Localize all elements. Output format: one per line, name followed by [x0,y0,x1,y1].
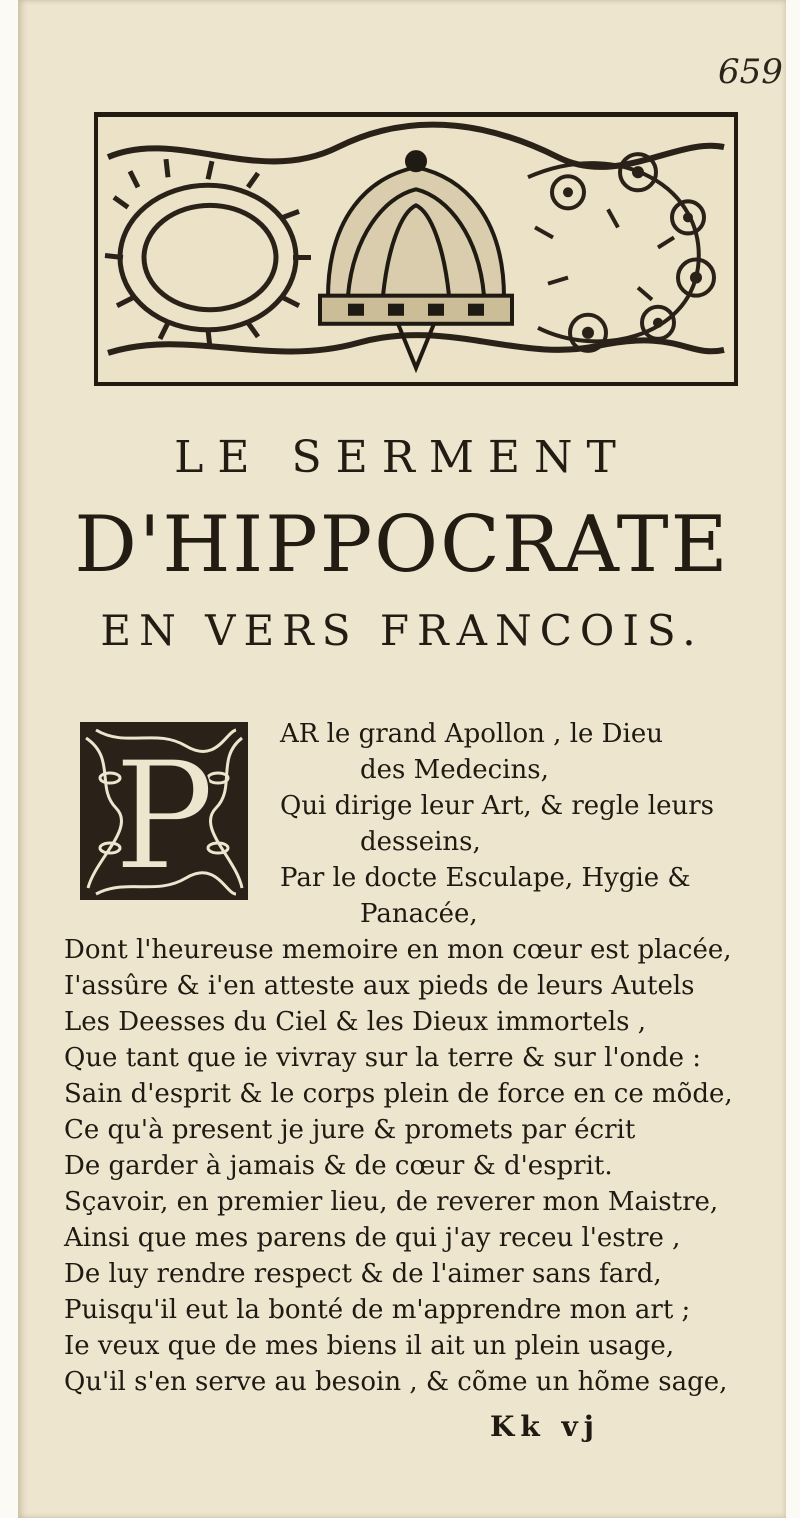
verse-line: Qui dirige leur Art, & regle leurs [280,791,715,821]
verse-line: Ie veux que de mes biens il ait un plein usage, [64,1331,675,1361]
title-line-2: D'HIPPOCRATE [74,500,730,590]
verse-line: Les Deesses du Ciel & les Dieux immortels , [64,1007,647,1037]
page-number: 659 [718,52,783,92]
drop-cap-ornament [76,718,252,904]
verse-line: Ainsi que mes parens de qui j'ay receu l'estre , [64,1223,681,1253]
title-line-3: EN VERS FRANCOIS. [100,606,704,655]
verse-line: De garder à jamais & de cœur & d'esprit. [64,1151,613,1181]
signature-catchword: Kk vj [490,1410,600,1443]
verse-line: De luy rendre respect & de l'aimer sans fard, [64,1259,662,1289]
verse-line: Par le docte Esculape, Hygie & [280,863,691,893]
verse-line: Ce qu'à present je jure & promets par écrit [64,1115,636,1145]
verse-line: desseins, [360,827,481,857]
verse-line: Puisqu'il eut la bonté de m'apprendre mon art ; [64,1295,691,1325]
verse-line: Panacée, [360,899,478,929]
verse-line: Sain d'esprit & le corps plein de force en ce mõde, [64,1079,733,1109]
ornamental-headpiece [94,112,738,386]
verse-line: des Medecins, [360,755,549,785]
verse-line: Que tant que ie vivray sur la terre & sur l'onde : [64,1043,702,1073]
book-page [18,0,786,1518]
verse-line: Sçavoir, en premier lieu, de reverer mon Maistre, [64,1187,719,1217]
verse-line: I'assûre & i'en atteste aux pieds de leurs Autels [64,971,695,1001]
drop-cap-letter: P [113,730,215,904]
verse-line: AR le grand Apollon , le Dieu [280,719,663,749]
title-line-1: LE SERMENT [174,432,630,483]
verse-line: Dont l'heureuse memoire en mon cœur est placée, [64,935,732,965]
verse-line: Qu'il s'en serve au besoin , & cõme un hõme sage, [64,1367,728,1397]
